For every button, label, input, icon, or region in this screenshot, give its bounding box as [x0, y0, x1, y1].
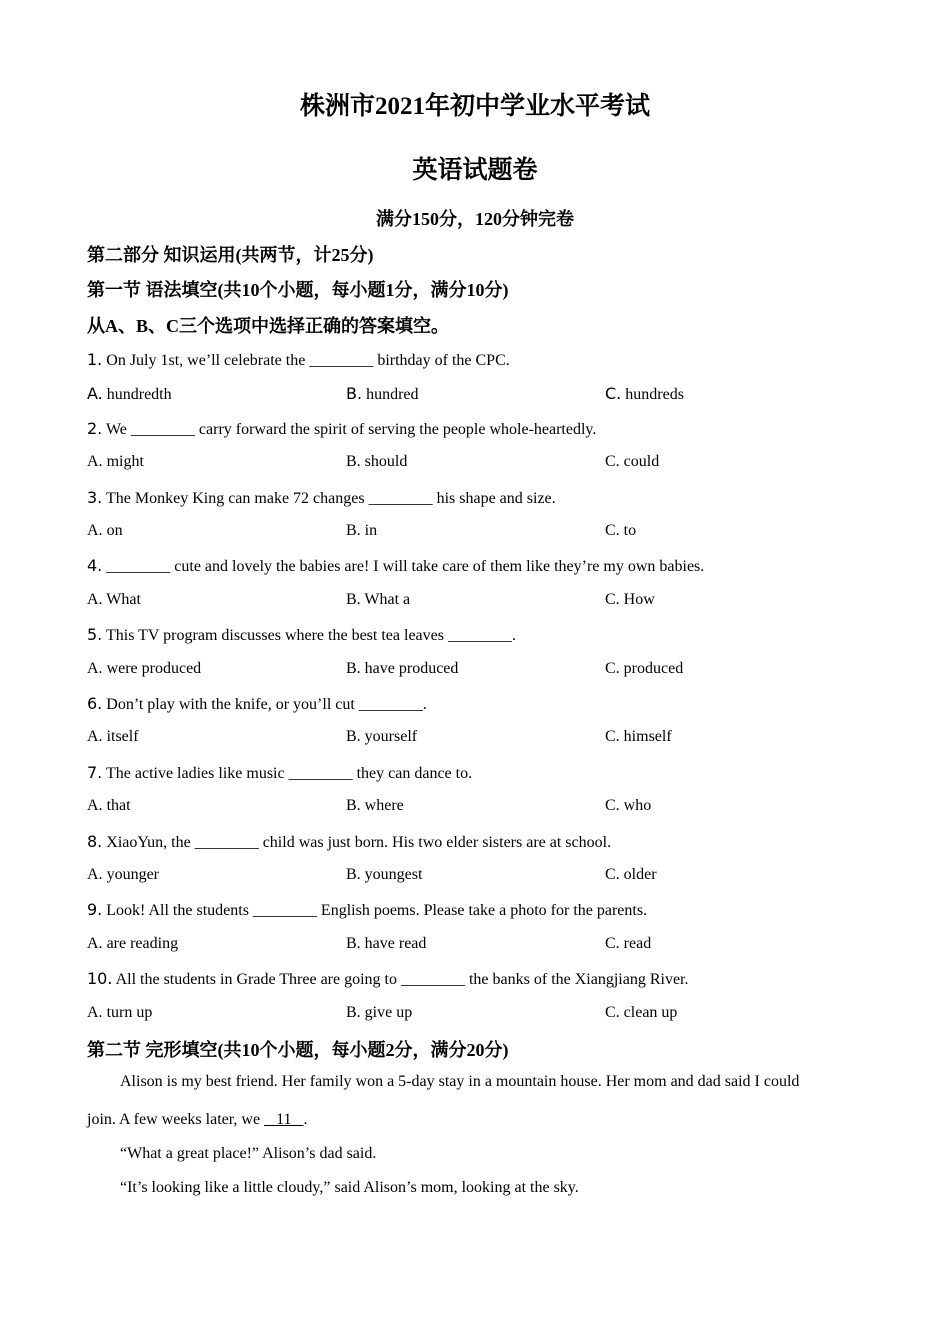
option-text: himself — [623, 728, 672, 746]
section2-heading: 第二节 完形填空(共10个小题，每小题2分，满分20分) — [87, 1040, 509, 1060]
question-number: 5. — [87, 625, 103, 645]
passage-line-1: Alison is my best friend. Her family won a 5-day stay in a mountain house. Her mom and dad said I could — [120, 1073, 800, 1090]
passage-line-2-text: join. A few weeks later, we — [87, 1111, 265, 1128]
question-5 — [87, 625, 516, 645]
option-letter: B. — [346, 934, 361, 952]
question-8 — [87, 832, 611, 852]
option-letter: B. — [346, 1003, 361, 1021]
option-c — [605, 522, 636, 540]
option-letter: C. — [605, 728, 620, 746]
question-number: 3. — [87, 487, 103, 507]
option-text: were produced — [106, 659, 202, 677]
option-letter: B. — [346, 866, 361, 883]
option-a — [87, 660, 201, 678]
option-text: How — [623, 590, 655, 608]
option-letter: A. — [87, 659, 103, 677]
option-text: should — [364, 453, 408, 471]
option-a — [87, 935, 178, 953]
option-b — [346, 384, 419, 404]
question-10 — [87, 969, 689, 989]
option-c — [605, 384, 684, 404]
option-text: to — [623, 522, 637, 539]
option-c — [605, 1004, 677, 1022]
option-text: where — [364, 797, 404, 815]
option-a — [87, 522, 123, 540]
option-b — [346, 660, 458, 678]
option-b — [346, 728, 417, 746]
option-letter: A. — [87, 1003, 103, 1021]
question-number: 2. — [87, 418, 103, 438]
option-letter: B. — [346, 728, 361, 746]
cloze-blank-11: 11 — [264, 1111, 304, 1128]
option-letter: C. — [605, 590, 620, 608]
question-7 — [87, 763, 472, 783]
passage-line-2 — [87, 1111, 308, 1129]
question-text: Look! All the students ________ English poems. Please take a photo for the parents. — [106, 902, 648, 920]
question-4 — [87, 556, 704, 576]
passage-line-4: “It’s looking like a little cloudy,” said Alison’s mom, looking at the sky. — [120, 1179, 579, 1196]
option-a — [87, 866, 159, 884]
option-text: in — [364, 522, 378, 539]
question-text: Don’t play with the knife, or you’ll cut ________. — [106, 696, 427, 713]
option-text: What — [106, 590, 141, 608]
option-text: clean up — [623, 1003, 678, 1021]
option-text: have read — [364, 934, 427, 952]
option-text: itself — [106, 728, 139, 746]
option-letter: A. — [87, 384, 103, 404]
option-a — [87, 453, 144, 471]
option-a — [87, 728, 139, 746]
option-text: hundredth — [106, 386, 172, 404]
option-b — [346, 935, 426, 953]
option-text: who — [623, 797, 652, 815]
option-letter: A. — [87, 590, 103, 608]
question-text: XiaoYun, the ________ child was just born. His two elder sisters are at school. — [106, 833, 612, 851]
passage-line-3: “What a great place!” Alison’s dad said. — [120, 1145, 377, 1162]
option-b — [346, 866, 422, 884]
option-text: could — [623, 453, 660, 471]
option-letter: B. — [346, 453, 361, 471]
question-text: The active ladies like music ________ they can dance to. — [105, 764, 473, 782]
option-text: have produced — [364, 659, 459, 677]
option-c — [605, 935, 651, 953]
option-text: on — [106, 522, 123, 539]
question-3 — [87, 488, 556, 508]
option-letter: C. — [605, 797, 620, 815]
option-letter: C. — [605, 453, 620, 471]
score-info: 满分150分，120分钟完卷 — [376, 209, 574, 229]
option-letter: A. — [87, 728, 103, 746]
option-text: give up — [364, 1003, 413, 1021]
option-letter: B. — [346, 797, 361, 815]
option-b — [346, 797, 404, 815]
option-a — [87, 591, 141, 609]
option-letter: B. — [346, 590, 361, 608]
option-c — [605, 866, 657, 884]
option-text: produced — [623, 659, 684, 677]
option-letter: A. — [87, 522, 103, 539]
option-a — [87, 1004, 152, 1022]
question-9 — [87, 900, 647, 920]
option-text: older — [623, 866, 657, 883]
question-number: 1. — [87, 350, 103, 369]
option-letter: C. — [605, 659, 620, 677]
option-letter: C. — [605, 1003, 620, 1021]
option-letter: C. — [605, 384, 622, 404]
question-text: On July 1st, we’ll celebrate the ________ birthday of the CPC. — [106, 352, 510, 369]
option-text: that — [106, 797, 131, 815]
question-number: 8. — [87, 831, 103, 851]
option-text: younger — [106, 866, 159, 883]
question-text: All the students in Grade Three are going to ________ the banks of the Xiangjiang River. — [115, 971, 689, 989]
option-a — [87, 797, 131, 815]
option-c — [605, 797, 651, 815]
option-letter: C. — [605, 866, 620, 883]
question-text: We ________ carry forward the spirit of serving the people whole-heartedly. — [105, 420, 597, 438]
question-text: This TV program discusses where the best tea leaves ________. — [105, 627, 516, 645]
option-a — [87, 384, 172, 404]
option-letter: B. — [346, 522, 361, 539]
option-b — [346, 591, 410, 609]
option-letter: B. — [346, 384, 363, 404]
option-c — [605, 660, 683, 678]
option-text: What a — [364, 590, 411, 608]
question-1 — [87, 350, 510, 370]
option-b — [346, 1004, 412, 1022]
option-text: are reading — [106, 934, 179, 952]
passage-line-2-end: . — [303, 1111, 308, 1128]
option-text: turn up — [106, 1003, 153, 1021]
option-c — [605, 591, 655, 609]
question-2 — [87, 419, 596, 439]
section1-heading: 第一节 语法填空(共10个小题，每小题1分，满分10分) — [87, 280, 509, 300]
exam-subtitle: 英语试题卷 — [412, 157, 538, 184]
option-letter: A. — [87, 934, 103, 952]
section1-instruction: 从A、B、C三个选项中选择正确的答案填空。 — [87, 316, 450, 336]
question-number: 10. — [87, 969, 113, 989]
option-text: hundreds — [625, 386, 684, 404]
option-letter: C. — [605, 522, 620, 539]
option-b — [346, 453, 407, 471]
exam-title: 株洲市2021年初中学业水平考试 — [299, 93, 650, 120]
option-letter: B. — [346, 659, 361, 677]
question-text: ________ cute and lovely the babies are! I will take care of them like they’re my own babies. — [106, 558, 705, 576]
option-text: read — [623, 934, 652, 952]
option-c — [605, 728, 672, 746]
question-number: 6. — [87, 694, 103, 713]
question-text: The Monkey King can make 72 changes ________ his shape and size. — [105, 489, 556, 507]
option-letter: A. — [87, 453, 103, 471]
option-text: might — [106, 453, 144, 471]
option-c — [605, 453, 659, 471]
option-letter: C. — [605, 934, 620, 952]
option-b — [346, 522, 377, 540]
option-text: yourself — [364, 728, 418, 746]
question-number: 4. — [87, 556, 103, 576]
option-text: youngest — [364, 866, 423, 883]
question-number: 9. — [87, 900, 103, 920]
question-number: 7. — [87, 762, 103, 782]
option-letter: A. — [87, 866, 103, 883]
question-6 — [87, 694, 427, 714]
option-letter: A. — [87, 797, 103, 815]
option-text: hundred — [366, 386, 419, 404]
part2-heading: 第二部分 知识运用(共两节，计25分) — [87, 245, 374, 265]
